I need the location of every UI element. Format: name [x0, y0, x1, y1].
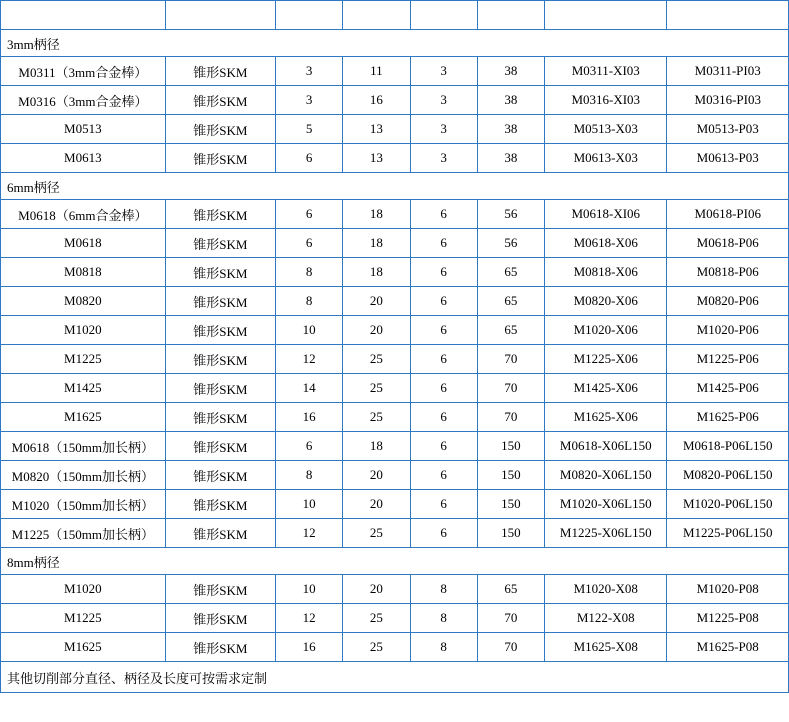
cell-total-length: 150 [477, 490, 544, 519]
cell-head-length: 25 [343, 519, 410, 548]
table-row [1, 86, 789, 115]
cell-shank-diameter: 6 [410, 345, 477, 374]
cell-shank-diameter: 6 [410, 490, 477, 519]
table-header [1, 1, 789, 30]
cell-style: 锥形SKM [165, 229, 275, 258]
cell-total-length: 70 [477, 345, 544, 374]
column-header-double-cut-code [545, 1, 667, 30]
cell-spec: M0618 [1, 229, 166, 258]
cell-double-cut-code: M1425-X06 [545, 374, 667, 403]
cell-style: 锥形SKM [165, 345, 275, 374]
cell-head-length: 20 [343, 316, 410, 345]
cell-spec: M0820 [1, 287, 166, 316]
cell-single-cut-code: M1225-P06L150 [667, 519, 789, 548]
cell-single-cut-code: M0316-PI03 [667, 86, 789, 115]
cell-head-length: 18 [343, 258, 410, 287]
cell-style: 锥形SKM [165, 144, 275, 173]
cell-head-diameter: 5 [276, 115, 343, 144]
cell-head-diameter: 12 [276, 345, 343, 374]
cell-single-cut-code: M1625-P06 [667, 403, 789, 432]
cell-double-cut-code: M1020-X06 [545, 316, 667, 345]
cell-spec: M1425 [1, 374, 166, 403]
cell-head-diameter: 6 [276, 229, 343, 258]
cell-head-diameter: 3 [276, 86, 343, 115]
cell-total-length: 70 [477, 374, 544, 403]
cell-spec: M1625 [1, 633, 166, 662]
cell-total-length: 38 [477, 115, 544, 144]
cell-head-diameter: 14 [276, 374, 343, 403]
column-header-spec-main: 规格 [69, 6, 96, 22]
cell-shank-diameter: 6 [410, 287, 477, 316]
column-header-head-diameter-sub: mm [302, 16, 317, 27]
column-header-total-length-main: 总长L2 [490, 1, 532, 17]
cell-head-length: 20 [343, 490, 410, 519]
cell-double-cut-code: M122-X08 [545, 604, 667, 633]
table-row [1, 575, 789, 604]
cell-shank-diameter: 6 [410, 229, 477, 258]
table-row [1, 115, 789, 144]
group-header-label: 8mm柄径 [1, 548, 789, 575]
column-header-head-diameter [276, 1, 343, 30]
table-row [1, 490, 789, 519]
cell-head-diameter: 6 [276, 200, 343, 229]
table-row [1, 604, 789, 633]
cell-style: 锥形SKM [165, 432, 275, 461]
cell-total-length: 38 [477, 57, 544, 86]
cell-head-diameter: 10 [276, 490, 343, 519]
table-row [1, 287, 789, 316]
cell-head-diameter: 6 [276, 144, 343, 173]
cell-shank-diameter: 6 [410, 316, 477, 345]
cell-head-diameter: 3 [276, 57, 343, 86]
cell-single-cut-code: M1625-P08 [667, 633, 789, 662]
cell-head-length: 20 [343, 461, 410, 490]
cell-head-diameter: 6 [276, 432, 343, 461]
column-header-single-cut-code [667, 1, 789, 30]
cell-head-length: 25 [343, 633, 410, 662]
cell-head-length: 11 [343, 57, 410, 86]
cell-head-length: 16 [343, 86, 410, 115]
cell-spec: M0820（150mm加长柄） [1, 461, 166, 490]
cell-total-length: 65 [477, 287, 544, 316]
cell-style: 锥形SKM [165, 287, 275, 316]
cell-total-length: 70 [477, 604, 544, 633]
cell-shank-diameter: 6 [410, 403, 477, 432]
cell-total-length: 38 [477, 144, 544, 173]
cell-spec: M1225（150mm加长柄） [1, 519, 166, 548]
cell-style: 锥形SKM [165, 604, 275, 633]
cell-single-cut-code: M1020-P06 [667, 316, 789, 345]
table-row [1, 258, 789, 287]
cell-double-cut-code: M1020-X08 [545, 575, 667, 604]
cell-total-length: 56 [477, 229, 544, 258]
cell-total-length: 56 [477, 200, 544, 229]
cell-spec: M0311（3mm合金棒） [1, 57, 166, 86]
cell-head-length: 18 [343, 432, 410, 461]
cell-double-cut-code: M0820-X06 [545, 287, 667, 316]
cell-single-cut-code: M1020-P06L150 [667, 490, 789, 519]
table-row [1, 316, 789, 345]
cell-total-length: 38 [477, 86, 544, 115]
cell-style: 锥形SKM [165, 403, 275, 432]
cell-single-cut-code: M0618-P06 [667, 229, 789, 258]
cell-head-diameter: 8 [276, 461, 343, 490]
cell-style: 锥形SKM [165, 633, 275, 662]
cell-single-cut-code: M0820-P06L150 [667, 461, 789, 490]
column-header-total-length [477, 1, 544, 30]
cell-double-cut-code: M1625-X08 [545, 633, 667, 662]
cell-double-cut-code: M0820-X06L150 [545, 461, 667, 490]
cell-head-length: 20 [343, 287, 410, 316]
table-row [1, 200, 789, 229]
column-header-total-length-sub: mm [503, 16, 518, 27]
table-row [1, 345, 789, 374]
cell-style: 锥形SKM [165, 519, 275, 548]
cell-shank-diameter: 6 [410, 200, 477, 229]
cell-shank-diameter: 6 [410, 461, 477, 490]
cell-head-length: 18 [343, 229, 410, 258]
cell-double-cut-code: M0613-X03 [545, 144, 667, 173]
footer-note-row [1, 662, 789, 693]
cell-spec: M1020 [1, 316, 166, 345]
cell-total-length: 65 [477, 258, 544, 287]
cell-shank-diameter: 6 [410, 258, 477, 287]
cell-spec: M1625 [1, 403, 166, 432]
cell-single-cut-code: M0513-P03 [667, 115, 789, 144]
cell-shank-diameter: 3 [410, 115, 477, 144]
cell-shank-diameter: 3 [410, 86, 477, 115]
cell-double-cut-code: M0618-XI06 [545, 200, 667, 229]
cell-spec: M0818 [1, 258, 166, 287]
column-header-style-main: 马圈样式 [194, 6, 247, 22]
cell-double-cut-code: M1225-X06L150 [545, 519, 667, 548]
cell-double-cut-code: M1020-X06L150 [545, 490, 667, 519]
column-header-shank-diameter [410, 1, 477, 30]
cell-single-cut-code: M0311-PI03 [667, 57, 789, 86]
table-row [1, 229, 789, 258]
cell-head-diameter: 8 [276, 258, 343, 287]
cell-head-diameter: 12 [276, 519, 343, 548]
cell-style: 锥形SKM [165, 316, 275, 345]
cell-total-length: 65 [477, 575, 544, 604]
cell-total-length: 70 [477, 403, 544, 432]
header-row [1, 1, 789, 30]
table-row [1, 403, 789, 432]
cell-total-length: 65 [477, 316, 544, 345]
cell-head-length: 25 [343, 604, 410, 633]
cell-head-diameter: 10 [276, 575, 343, 604]
table-row [1, 57, 789, 86]
cell-style: 锥形SKM [165, 200, 275, 229]
group-header-row [1, 30, 789, 57]
cell-double-cut-code: M0311-XI03 [545, 57, 667, 86]
cell-double-cut-code: M0618-X06L150 [545, 432, 667, 461]
table-row [1, 633, 789, 662]
column-header-head-length-sub: mm [369, 16, 384, 27]
cell-spec: M1020 [1, 575, 166, 604]
column-header-head-diameter-main: 头径D1 [288, 1, 331, 17]
cell-style: 锥形SKM [165, 57, 275, 86]
cell-double-cut-code: M0316-XI03 [545, 86, 667, 115]
cell-single-cut-code: M1225-P08 [667, 604, 789, 633]
column-header-head-length-main: 头长L1 [356, 1, 397, 17]
table-body [1, 30, 789, 693]
cell-shank-diameter: 6 [410, 432, 477, 461]
cell-single-cut-code: M0618-P06L150 [667, 432, 789, 461]
cell-single-cut-code: M0820-P06 [667, 287, 789, 316]
cell-head-length: 20 [343, 575, 410, 604]
cell-double-cut-code: M1625-X06 [545, 403, 667, 432]
cell-single-cut-code: M1225-P06 [667, 345, 789, 374]
cell-single-cut-code: M0613-P03 [667, 144, 789, 173]
table-row [1, 519, 789, 548]
cell-single-cut-code: M1020-P08 [667, 575, 789, 604]
column-header-spec [1, 1, 166, 30]
table-row [1, 144, 789, 173]
cell-style: 锥形SKM [165, 575, 275, 604]
group-header-row [1, 548, 789, 575]
group-header-label: 6mm柄径 [1, 173, 789, 200]
cell-single-cut-code: M0618-PI06 [667, 200, 789, 229]
cell-total-length: 150 [477, 519, 544, 548]
cell-shank-diameter: 8 [410, 633, 477, 662]
cell-double-cut-code: M0513-X03 [545, 115, 667, 144]
table-row [1, 374, 789, 403]
cell-head-length: 25 [343, 345, 410, 374]
footer-note: 其他切削部分直径、柄径及长度可按需求定制 [1, 662, 789, 693]
cell-head-diameter: 12 [276, 604, 343, 633]
cell-head-diameter: 16 [276, 633, 343, 662]
cell-spec: M0613 [1, 144, 166, 173]
cell-style: 锥形SKM [165, 258, 275, 287]
cell-head-diameter: 16 [276, 403, 343, 432]
cell-single-cut-code: M1425-P06 [667, 374, 789, 403]
cell-head-diameter: 8 [276, 287, 343, 316]
cell-head-length: 13 [343, 144, 410, 173]
column-header-shank-diameter-sub: mm [436, 16, 451, 27]
table-row [1, 432, 789, 461]
group-header-label: 3mm柄径 [1, 30, 789, 57]
cell-spec: M1225 [1, 604, 166, 633]
table-row [1, 461, 789, 490]
cell-style: 锥形SKM [165, 115, 275, 144]
cell-spec: M0618（150mm加长柄） [1, 432, 166, 461]
column-header-head-length [343, 1, 410, 30]
cell-head-length: 13 [343, 115, 410, 144]
cell-style: 锥形SKM [165, 86, 275, 115]
cell-shank-diameter: 8 [410, 604, 477, 633]
cell-spec: M1225 [1, 345, 166, 374]
cell-shank-diameter: 3 [410, 144, 477, 173]
cell-head-length: 25 [343, 374, 410, 403]
cell-total-length: 70 [477, 633, 544, 662]
cell-head-diameter: 10 [276, 316, 343, 345]
cell-total-length: 150 [477, 461, 544, 490]
column-header-style [165, 1, 275, 30]
cell-shank-diameter: 6 [410, 374, 477, 403]
cell-total-length: 150 [477, 432, 544, 461]
cell-style: 锥形SKM [165, 461, 275, 490]
column-header-single-cut-code-main: 单齿订货型号 [688, 6, 767, 22]
cell-spec: M0316（3mm合金棒） [1, 86, 166, 115]
cell-double-cut-code: M0818-X06 [545, 258, 667, 287]
cell-shank-diameter: 8 [410, 575, 477, 604]
cell-shank-diameter: 6 [410, 519, 477, 548]
cell-style: 锥形SKM [165, 374, 275, 403]
cell-spec: M1020（150mm加长柄） [1, 490, 166, 519]
cell-shank-diameter: 3 [410, 57, 477, 86]
cell-head-length: 25 [343, 403, 410, 432]
cell-single-cut-code: M0818-P06 [667, 258, 789, 287]
column-header-shank-diameter-main: 柄径D2 [422, 1, 465, 17]
column-header-double-cut-code-main: 双齿订货型号 [566, 6, 645, 22]
cell-style: 锥形SKM [165, 490, 275, 519]
cell-double-cut-code: M0618-X06 [545, 229, 667, 258]
cell-spec: M0513 [1, 115, 166, 144]
cell-double-cut-code: M1225-X06 [545, 345, 667, 374]
cell-spec: M0618（6mm合金棒） [1, 200, 166, 229]
group-header-row [1, 173, 789, 200]
cell-head-length: 18 [343, 200, 410, 229]
